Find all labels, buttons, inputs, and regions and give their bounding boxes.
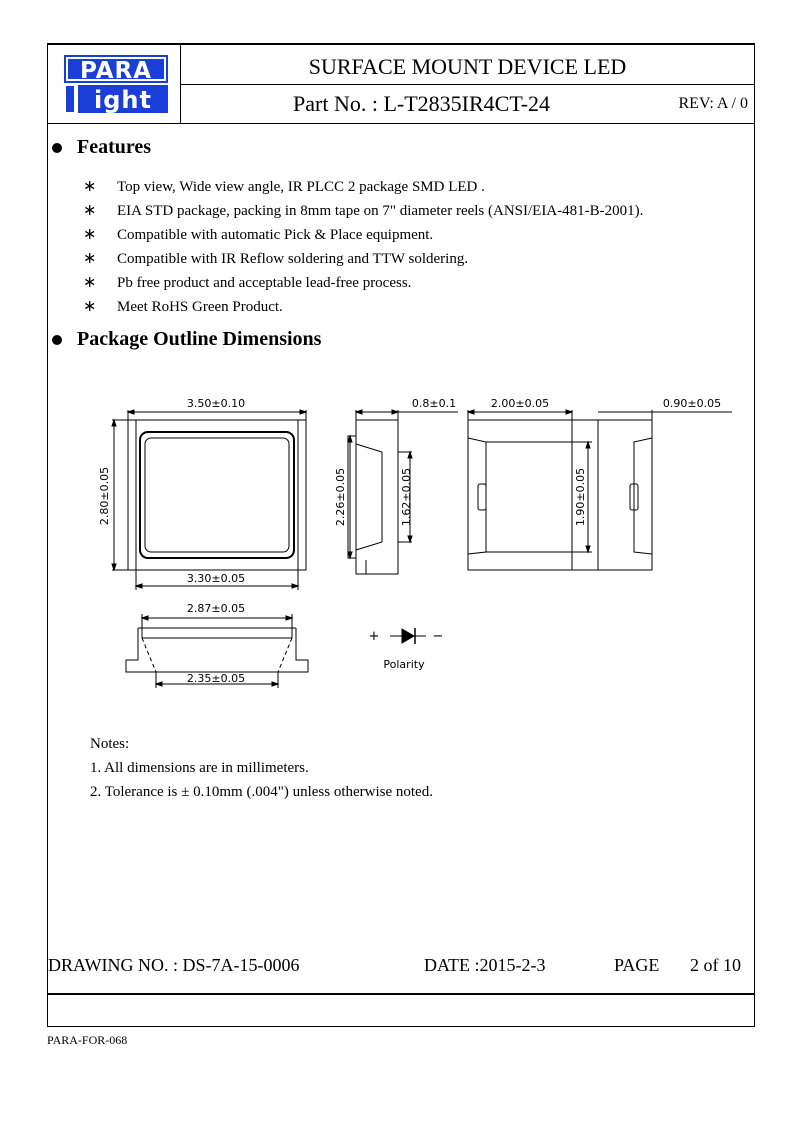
- dim-pad-width: 2.00±0.05: [490, 397, 550, 410]
- outline-bullet: [52, 335, 62, 345]
- package-outline-drawing: [92, 392, 732, 692]
- note-item: 1. All dimensions are in millimeters.: [90, 760, 309, 776]
- feature-item: ∗ Compatible with automatic Pick & Place equipment.: [83, 224, 434, 243]
- feature-item: ∗ Meet RoHS Green Product.: [83, 296, 283, 315]
- polarity-symbol: [369, 628, 444, 671]
- note-item: 2. Tolerance is ± 0.10mm (.004") unless otherwise noted.: [90, 784, 433, 800]
- asterisk-icon: ∗: [83, 248, 97, 267]
- dim-pad-edge: 0.90±0.05: [662, 397, 722, 410]
- asterisk-icon: ∗: [83, 224, 97, 243]
- asterisk-icon: ∗: [83, 272, 97, 291]
- dim-side-inner: 1.62±0.05: [400, 467, 413, 527]
- feature-item: ∗ Pb free product and acceptable lead-free process.: [83, 272, 412, 291]
- part-number: Part No. : L-T2835IR4CT-24: [293, 91, 551, 116]
- front-view: [126, 602, 308, 688]
- logo-cell: [48, 45, 181, 124]
- page-label: PAGE: [614, 955, 660, 975]
- dim-bottom-width: 3.30±0.05: [186, 572, 246, 585]
- side-view: [334, 397, 458, 574]
- logo-top-text: PARA: [79, 58, 153, 84]
- polarity-minus: −: [432, 629, 444, 644]
- document-date: DATE :2015-2-3: [424, 955, 546, 975]
- header-divider: [48, 123, 754, 124]
- dim-pad-height: 1.90±0.05: [574, 467, 587, 527]
- bottom-view: [468, 397, 732, 570]
- dim-top-width: 3.50±0.10: [186, 397, 246, 410]
- top-view: [98, 397, 306, 590]
- dim-side-thickness: 0.8±0.1: [411, 397, 457, 410]
- features-heading: Features: [77, 136, 152, 158]
- dim-side-height: 2.26±0.05: [334, 467, 347, 527]
- paralight-logo: [64, 53, 168, 113]
- drawing-number: DRAWING NO. : DS-7A-15-0006: [48, 955, 300, 975]
- polarity-plus: +: [368, 629, 380, 644]
- feature-item: ∗ EIA STD package, packing in 8mm tape on 7" diameter reels (ANSI/EIA-481-B-2001).: [83, 200, 644, 219]
- notes-title: Notes:: [90, 736, 130, 752]
- asterisk-icon: ∗: [83, 296, 97, 315]
- dim-front-bottom: 2.35±0.05: [186, 672, 246, 685]
- feature-item: ∗ Compatible with IR Reflow soldering and TTW soldering.: [83, 248, 469, 267]
- form-number: PARA-FOR-068: [47, 1033, 128, 1047]
- revision: REV: A / 0: [678, 95, 748, 112]
- outline-heading: Package Outline Dimensions: [77, 328, 322, 350]
- polarity-label: Polarity: [383, 658, 425, 671]
- dim-height: 2.80±0.05: [98, 466, 111, 526]
- features-bullet: [52, 143, 62, 153]
- logo-bottom-text: ight: [94, 86, 152, 113]
- dim-front-top: 2.87±0.05: [186, 602, 246, 615]
- asterisk-icon: ∗: [83, 176, 97, 195]
- page-number: 2 of 10: [690, 955, 741, 975]
- asterisk-icon: ∗: [83, 200, 97, 219]
- feature-item: ∗ Top view, Wide view angle, IR PLCC 2 package SMD LED .: [83, 176, 485, 195]
- document-title: SURFACE MOUNT DEVICE LED: [181, 45, 754, 85]
- footer-divider: [48, 993, 754, 995]
